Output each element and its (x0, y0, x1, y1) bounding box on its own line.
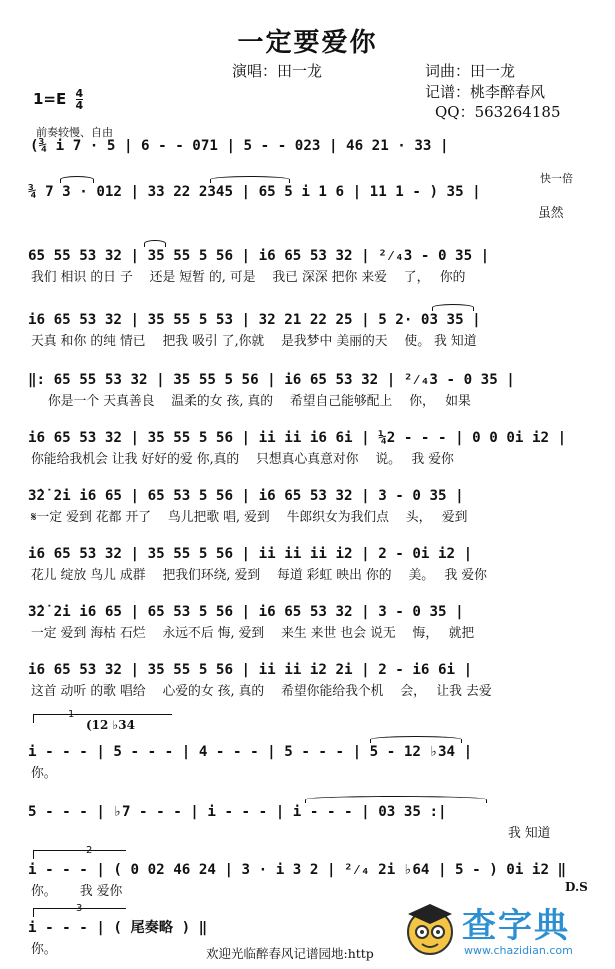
score-row-7: 3̇2̇ 2̇i i6 65 | 65 53 5 56 | i6 65 53 32 | 3 - 0 35 | (28, 488, 464, 504)
dal-segno-mark: D.S (565, 880, 588, 894)
score-row-14: i - - - | ( 尾奏略 ) ‖ (28, 920, 208, 936)
tie-mark (144, 240, 166, 247)
footer-text: 欢迎光临醉春风记谱园地:http (206, 946, 374, 961)
logo-url: www.chazidian.com (464, 944, 573, 957)
slur-mark (210, 176, 290, 183)
score-row-4: i6 65 53 32 | 35 55 5 53 | 32 21 22 25 | 5 2· 03 35 | (28, 312, 481, 328)
lyric-row-3: 我们 相识 的日 子 还是 短暂 的, 可是 我已 深深 把你 来爱 了， 你的 (31, 270, 466, 285)
score-row-6: i6 65 53 32 | 35 55 5 56 | ii ii i6 6i | ¼2 - - - | 0 0 0i i2 | (28, 430, 567, 446)
lyric-row-11: 你。 (31, 766, 57, 781)
volta-number-2: 2 (86, 845, 93, 856)
song-title: 一定要爱你 (237, 28, 378, 58)
lyric-row-10: 这首 动听 的歌 唱给 心爱的女 孩, 真的 希望你能给我个机 会， 让我 去爱 (31, 684, 492, 699)
lyric-row-6: 你能给我机会 让我 好好的爱 你,真的 只想真心真意对你 说。 我 爱你 (31, 452, 454, 467)
site-logo (398, 892, 610, 964)
score-row-13: i - - - | ( 0 02 46 24 | 3 · i 3 2 | ²⁄₄ 2i ♭64 | 5 - ) 0i i2 ‖ (28, 862, 567, 878)
volta-number-3: 3 (76, 903, 83, 914)
time-signature (76, 88, 84, 111)
score-row-1: (¾ i 7 · 5 | 6 - - 071 | 5 - - 023 | 46 21 · 33 | (30, 138, 449, 154)
score-row-9: 3̇2̇ 2̇i i6 65 | 65 53 5 56 | i6 65 53 32 | 3 - 0 35 | (28, 604, 464, 620)
lyric-row-5: 你是一个 天真善良 温柔的女 孩, 真的 希望自己能够配上 你， 如果 (48, 394, 471, 409)
score-row-3: 65 55 53 32 | 35 55 5 56 | i6 65 53 32 | ²⁄₄3 - 0 35 | (28, 248, 490, 264)
qq-number: QQ：563264185 (435, 103, 561, 121)
tempo-note: 快一倍 (540, 172, 573, 185)
volta-1-pickup: (12 ♭34 (86, 718, 135, 732)
transcriber-credit: 记谱：桃李醉春风 (425, 83, 546, 101)
score-row-11: i - - - | 5 - - - | 4 - - - | 5 - - - | 5 - 12 ♭34 | (28, 744, 473, 760)
score-row-12: 5 - - - | ♭7 - - - | i - - - | i - - - | 03 35 :| (28, 804, 447, 820)
time-top: 4 (75, 87, 84, 100)
lyric-row-4: 天真 和你 的纯 情已 把我 吸引 了,你就 是我梦中 美丽的天 使。 我 知道 (31, 334, 477, 349)
lyric-row-13: 你。 我 爱你 (31, 884, 123, 899)
key-label: 1=E (33, 90, 67, 108)
tie-mark (305, 796, 487, 803)
singer-credit: 演唱：田一龙 (232, 62, 323, 80)
tie-mark (370, 736, 462, 743)
intro-note: 前奏较慢、自由 (36, 126, 113, 139)
score-row-5: ‖: 65 55 53 32 | 35 55 5 56 | i6 65 53 32 | ²⁄₄3 - 0 35 | (28, 372, 515, 388)
key-signature (33, 88, 83, 111)
lyric-row-8: 花儿 绽放 鸟儿 成群 把我们环绕, 爱到 每道 彩虹 映出 你的 美。 我 爱你 (31, 568, 487, 583)
lyric-row-7: 𝄋一定 爱到 花都 开了 鸟儿把歌 唱, 爱到 牛郎织女为我们点 头， 爱到 (31, 510, 468, 525)
lyric-row-14: 你。 (31, 942, 57, 957)
volta-number-1: 1 (68, 709, 75, 720)
slur-mark (60, 176, 94, 183)
lyric-row-12: 我 知道 (508, 826, 551, 841)
score-row-10: i6 65 53 32 | 35 55 5 56 | ii ii i2 2i | 2 - i6 6i | (28, 662, 473, 678)
time-bottom: 4 (75, 99, 84, 112)
score-row-8: i6 65 53 32 | 35 55 5 56 | ii ii ii i2 | 2 - 0i i2 | (28, 546, 473, 562)
mascot-icon (400, 898, 460, 958)
lyric-row-9: 一定 爱到 海枯 石烂 永远不后 悔, 爱到 来生 来世 也会 说无 悔， 就把 (31, 626, 475, 641)
lyric-row-2: 虽然 (538, 206, 564, 221)
lyricist-credit: 词曲：田一龙 (425, 62, 516, 80)
tie-mark (432, 304, 474, 311)
score-row-2: ¾ 7 3 · 012 | 33 22 2345 | 65 5 i 1 6 | 11 1 - ) 35 | (28, 184, 481, 200)
logo-text: 查字典 (462, 906, 570, 946)
